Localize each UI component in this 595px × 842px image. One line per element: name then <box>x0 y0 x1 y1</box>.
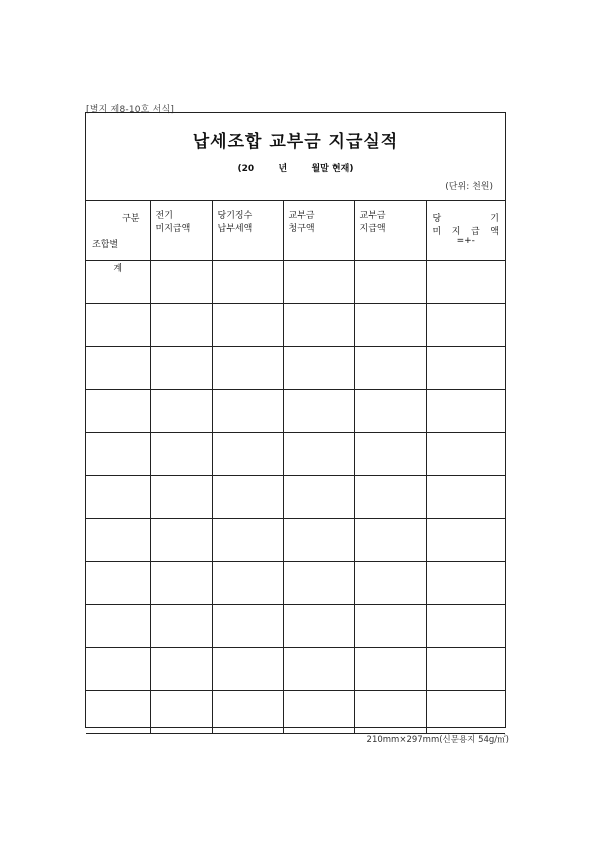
row-label <box>86 648 150 691</box>
table-cell[interactable] <box>150 691 212 734</box>
table-cell[interactable] <box>426 347 505 390</box>
col1-line1: 전기 <box>155 211 173 221</box>
table-cell[interactable] <box>212 433 283 476</box>
table-cell[interactable] <box>150 476 212 519</box>
table-row <box>86 691 505 734</box>
table-cell[interactable] <box>212 347 283 390</box>
table-cell[interactable] <box>354 476 426 519</box>
col-header-current-unpaid <box>426 200 505 261</box>
header-row <box>86 200 505 261</box>
col5-char-2: 지 <box>451 227 461 237</box>
corner-bottom-label: 조합별 <box>92 240 119 250</box>
table-cell[interactable] <box>283 347 354 390</box>
table-cell[interactable] <box>150 605 212 648</box>
row-label <box>86 304 150 347</box>
unit-label: (단위: 천원) <box>445 182 493 192</box>
table-row <box>86 390 505 433</box>
col1-line2: 미지급액 <box>155 224 191 234</box>
table-cell[interactable] <box>354 605 426 648</box>
form-number-label: [별지 제8-10호 서식] <box>86 105 175 115</box>
table-cell[interactable] <box>212 261 283 304</box>
table-cell[interactable] <box>426 304 505 347</box>
paper-spec: 210mm×297mm(신문용지 54g/㎡) <box>366 735 509 745</box>
col-header-collected-tax <box>212 200 283 261</box>
table-cell[interactable] <box>283 390 354 433</box>
table-row <box>86 605 505 648</box>
table-cell[interactable] <box>212 476 283 519</box>
col3-line2: 청구액 <box>288 224 315 234</box>
table-cell[interactable] <box>426 261 505 304</box>
page-title: 납세조합 교부금 지급실적 <box>192 132 399 152</box>
table-row <box>86 433 505 476</box>
as-of-date <box>86 161 505 174</box>
table-cell[interactable] <box>283 433 354 476</box>
total-row <box>86 261 505 304</box>
col-header-prev-unpaid <box>150 200 212 261</box>
col-header-grant-claimed <box>283 200 354 261</box>
row-label <box>86 562 150 605</box>
col4-line2: 지급액 <box>359 224 386 234</box>
table-cell[interactable] <box>212 691 283 734</box>
row-label <box>86 433 150 476</box>
table-row <box>86 648 505 691</box>
table-row <box>86 519 505 562</box>
table-cell[interactable] <box>150 519 212 562</box>
table-cell[interactable] <box>426 519 505 562</box>
table-cell[interactable] <box>283 691 354 734</box>
table-cell[interactable] <box>426 390 505 433</box>
row-label: 계 <box>86 261 150 304</box>
col5-formula: =+- <box>456 236 475 246</box>
table-cell[interactable] <box>283 261 354 304</box>
col3-line1: 교부금 <box>288 211 315 221</box>
row-label <box>86 476 150 519</box>
table-cell[interactable] <box>283 648 354 691</box>
table-cell[interactable] <box>212 304 283 347</box>
row-label <box>86 519 150 562</box>
table-cell[interactable] <box>426 433 505 476</box>
table-cell[interactable] <box>283 476 354 519</box>
table-cell[interactable] <box>354 691 426 734</box>
table-cell[interactable] <box>426 605 505 648</box>
table-cell[interactable] <box>283 519 354 562</box>
row-label <box>86 347 150 390</box>
table-cell[interactable] <box>150 304 212 347</box>
table-cell[interactable] <box>212 390 283 433</box>
col5-char-1: 미 <box>432 227 442 237</box>
table-cell[interactable] <box>283 562 354 605</box>
table-row <box>86 562 505 605</box>
table-cell[interactable] <box>354 390 426 433</box>
col4-line1: 교부금 <box>359 211 386 221</box>
table-cell[interactable] <box>426 476 505 519</box>
table-row <box>86 304 505 347</box>
table-cell[interactable] <box>354 648 426 691</box>
table-cell[interactable] <box>426 562 505 605</box>
table-cell[interactable] <box>354 519 426 562</box>
title-area <box>86 113 505 201</box>
as-of-year: 년 <box>278 164 288 174</box>
table-cell[interactable] <box>150 433 212 476</box>
table-cell[interactable] <box>354 261 426 304</box>
payment-table <box>86 200 505 734</box>
as-of-open: (20 <box>237 164 255 174</box>
col2-line1: 당기징수 <box>217 211 253 221</box>
table-cell[interactable] <box>283 304 354 347</box>
table-cell[interactable] <box>354 347 426 390</box>
row-label <box>86 605 150 648</box>
corner-header <box>86 200 150 261</box>
col5-line1-left: 당 <box>432 214 442 224</box>
corner-top-label: 구분 <box>122 214 140 224</box>
col5-char-3: 급 <box>471 227 480 237</box>
table-cell[interactable] <box>212 562 283 605</box>
table-cell[interactable] <box>150 347 212 390</box>
row-label <box>86 390 150 433</box>
table-body <box>86 261 505 734</box>
form-sheet <box>85 112 506 728</box>
row-label <box>86 691 150 734</box>
table-cell[interactable] <box>150 390 212 433</box>
table-cell[interactable] <box>212 648 283 691</box>
col5-line1-right: 기 <box>490 214 499 224</box>
col2-line2: 납부세액 <box>217 224 253 234</box>
col-header-grant-paid <box>354 200 426 261</box>
table-cell[interactable] <box>150 562 212 605</box>
table-cell[interactable] <box>354 304 426 347</box>
table-cell[interactable] <box>212 605 283 648</box>
as-of-month: 월말 현재) <box>311 164 354 174</box>
table-cell[interactable] <box>212 519 283 562</box>
table-cell[interactable] <box>354 562 426 605</box>
table-row <box>86 347 505 390</box>
col5-char-4: 액 <box>490 227 499 237</box>
table-cell[interactable] <box>426 648 505 691</box>
table-cell[interactable] <box>354 433 426 476</box>
table-cell[interactable] <box>150 261 212 304</box>
table-row <box>86 476 505 519</box>
table-cell[interactable] <box>283 605 354 648</box>
table-cell[interactable] <box>150 648 212 691</box>
table-cell[interactable] <box>426 691 505 734</box>
